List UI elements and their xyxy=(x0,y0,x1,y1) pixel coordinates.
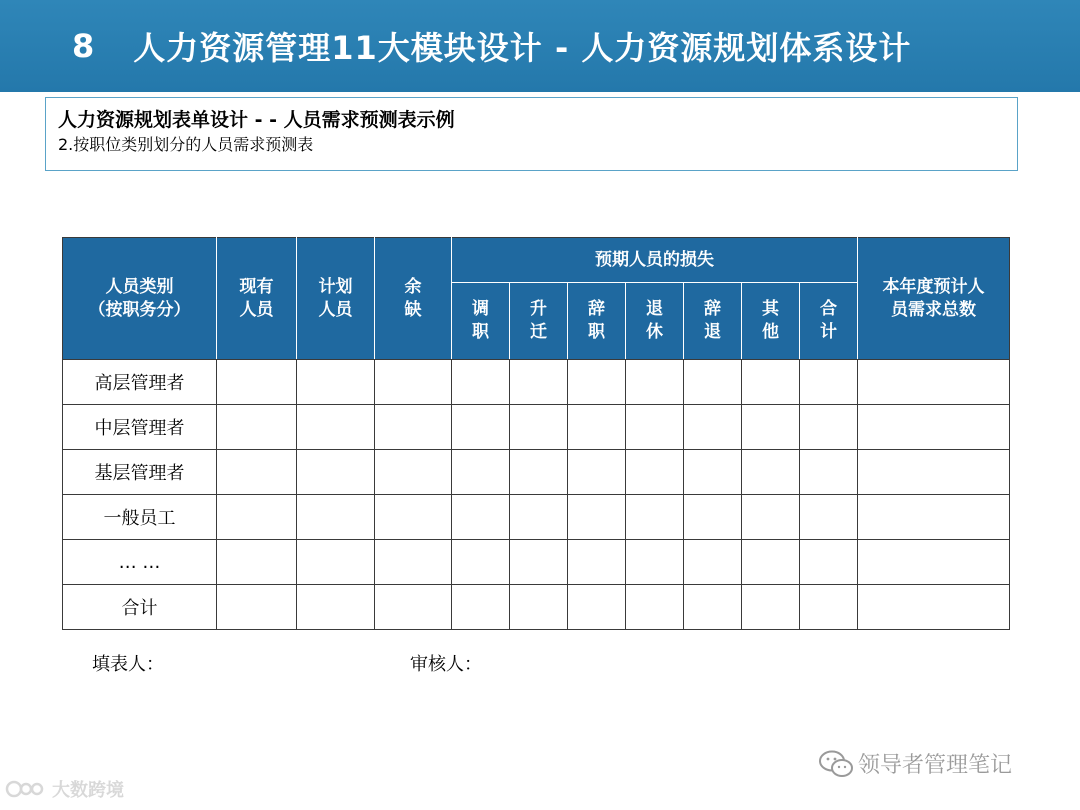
row-label: 合计 xyxy=(63,585,217,630)
info-heading: 人力资源规划表单设计 - - 人员需求预测表示例 xyxy=(58,109,455,131)
table-row xyxy=(63,360,1010,405)
table-row xyxy=(63,450,1010,495)
table-row xyxy=(63,495,1010,540)
row-label: 基层管理者 xyxy=(63,450,217,495)
header-total-demand: 本年度预计人 员需求总数 xyxy=(858,238,1010,360)
watermark-right-text: 领导者管理笔记 xyxy=(858,753,1013,778)
header-category: 人员类别 （按职务分） xyxy=(63,238,217,360)
watermark-right xyxy=(818,748,1012,779)
info-box xyxy=(45,97,1018,171)
row-label: … … xyxy=(63,540,217,585)
header-current-staff: 现有 人员 xyxy=(217,238,297,360)
watermark-left-text: 大数跨境 xyxy=(52,780,124,801)
table-row xyxy=(63,585,1010,630)
watermark-left xyxy=(4,776,124,802)
slide-number: 8 xyxy=(72,27,96,65)
table-row xyxy=(63,540,1010,585)
header-loss-dismissal: 辞 退 xyxy=(684,283,742,360)
row-label: 中层管理者 xyxy=(63,405,217,450)
row-label: 高层管理者 xyxy=(63,360,217,405)
info-subheading: 2.按职位类别划分的人员需求预测表 xyxy=(58,135,314,154)
header-loss-subtotal: 合 计 xyxy=(800,283,858,360)
logo-icon xyxy=(4,778,48,800)
header-surplus: 余 缺 xyxy=(375,238,452,360)
header-loss-promotion: 升 迁 xyxy=(510,283,568,360)
reviewer-label: 审核人： xyxy=(410,654,482,675)
wechat-icon xyxy=(818,749,854,779)
slide-title-bar xyxy=(0,0,1080,92)
demand-forecast-table xyxy=(62,237,1010,630)
header-loss-other: 其 他 xyxy=(742,283,800,360)
filler-label: 填表人： xyxy=(92,654,164,675)
header-loss-transfer: 调 职 xyxy=(452,283,510,360)
row-label: 一般员工 xyxy=(63,495,217,540)
header-loss-retirement: 退 休 xyxy=(626,283,684,360)
slide-title: 人力资源管理11大模块设计 - 人力资源规划体系设计 xyxy=(133,29,912,67)
header-expected-loss: 预期人员的损失 xyxy=(452,238,858,283)
header-planned-staff: 计划 人员 xyxy=(297,238,375,360)
header-loss-resignation: 辞 职 xyxy=(568,283,626,360)
table-row xyxy=(63,405,1010,450)
